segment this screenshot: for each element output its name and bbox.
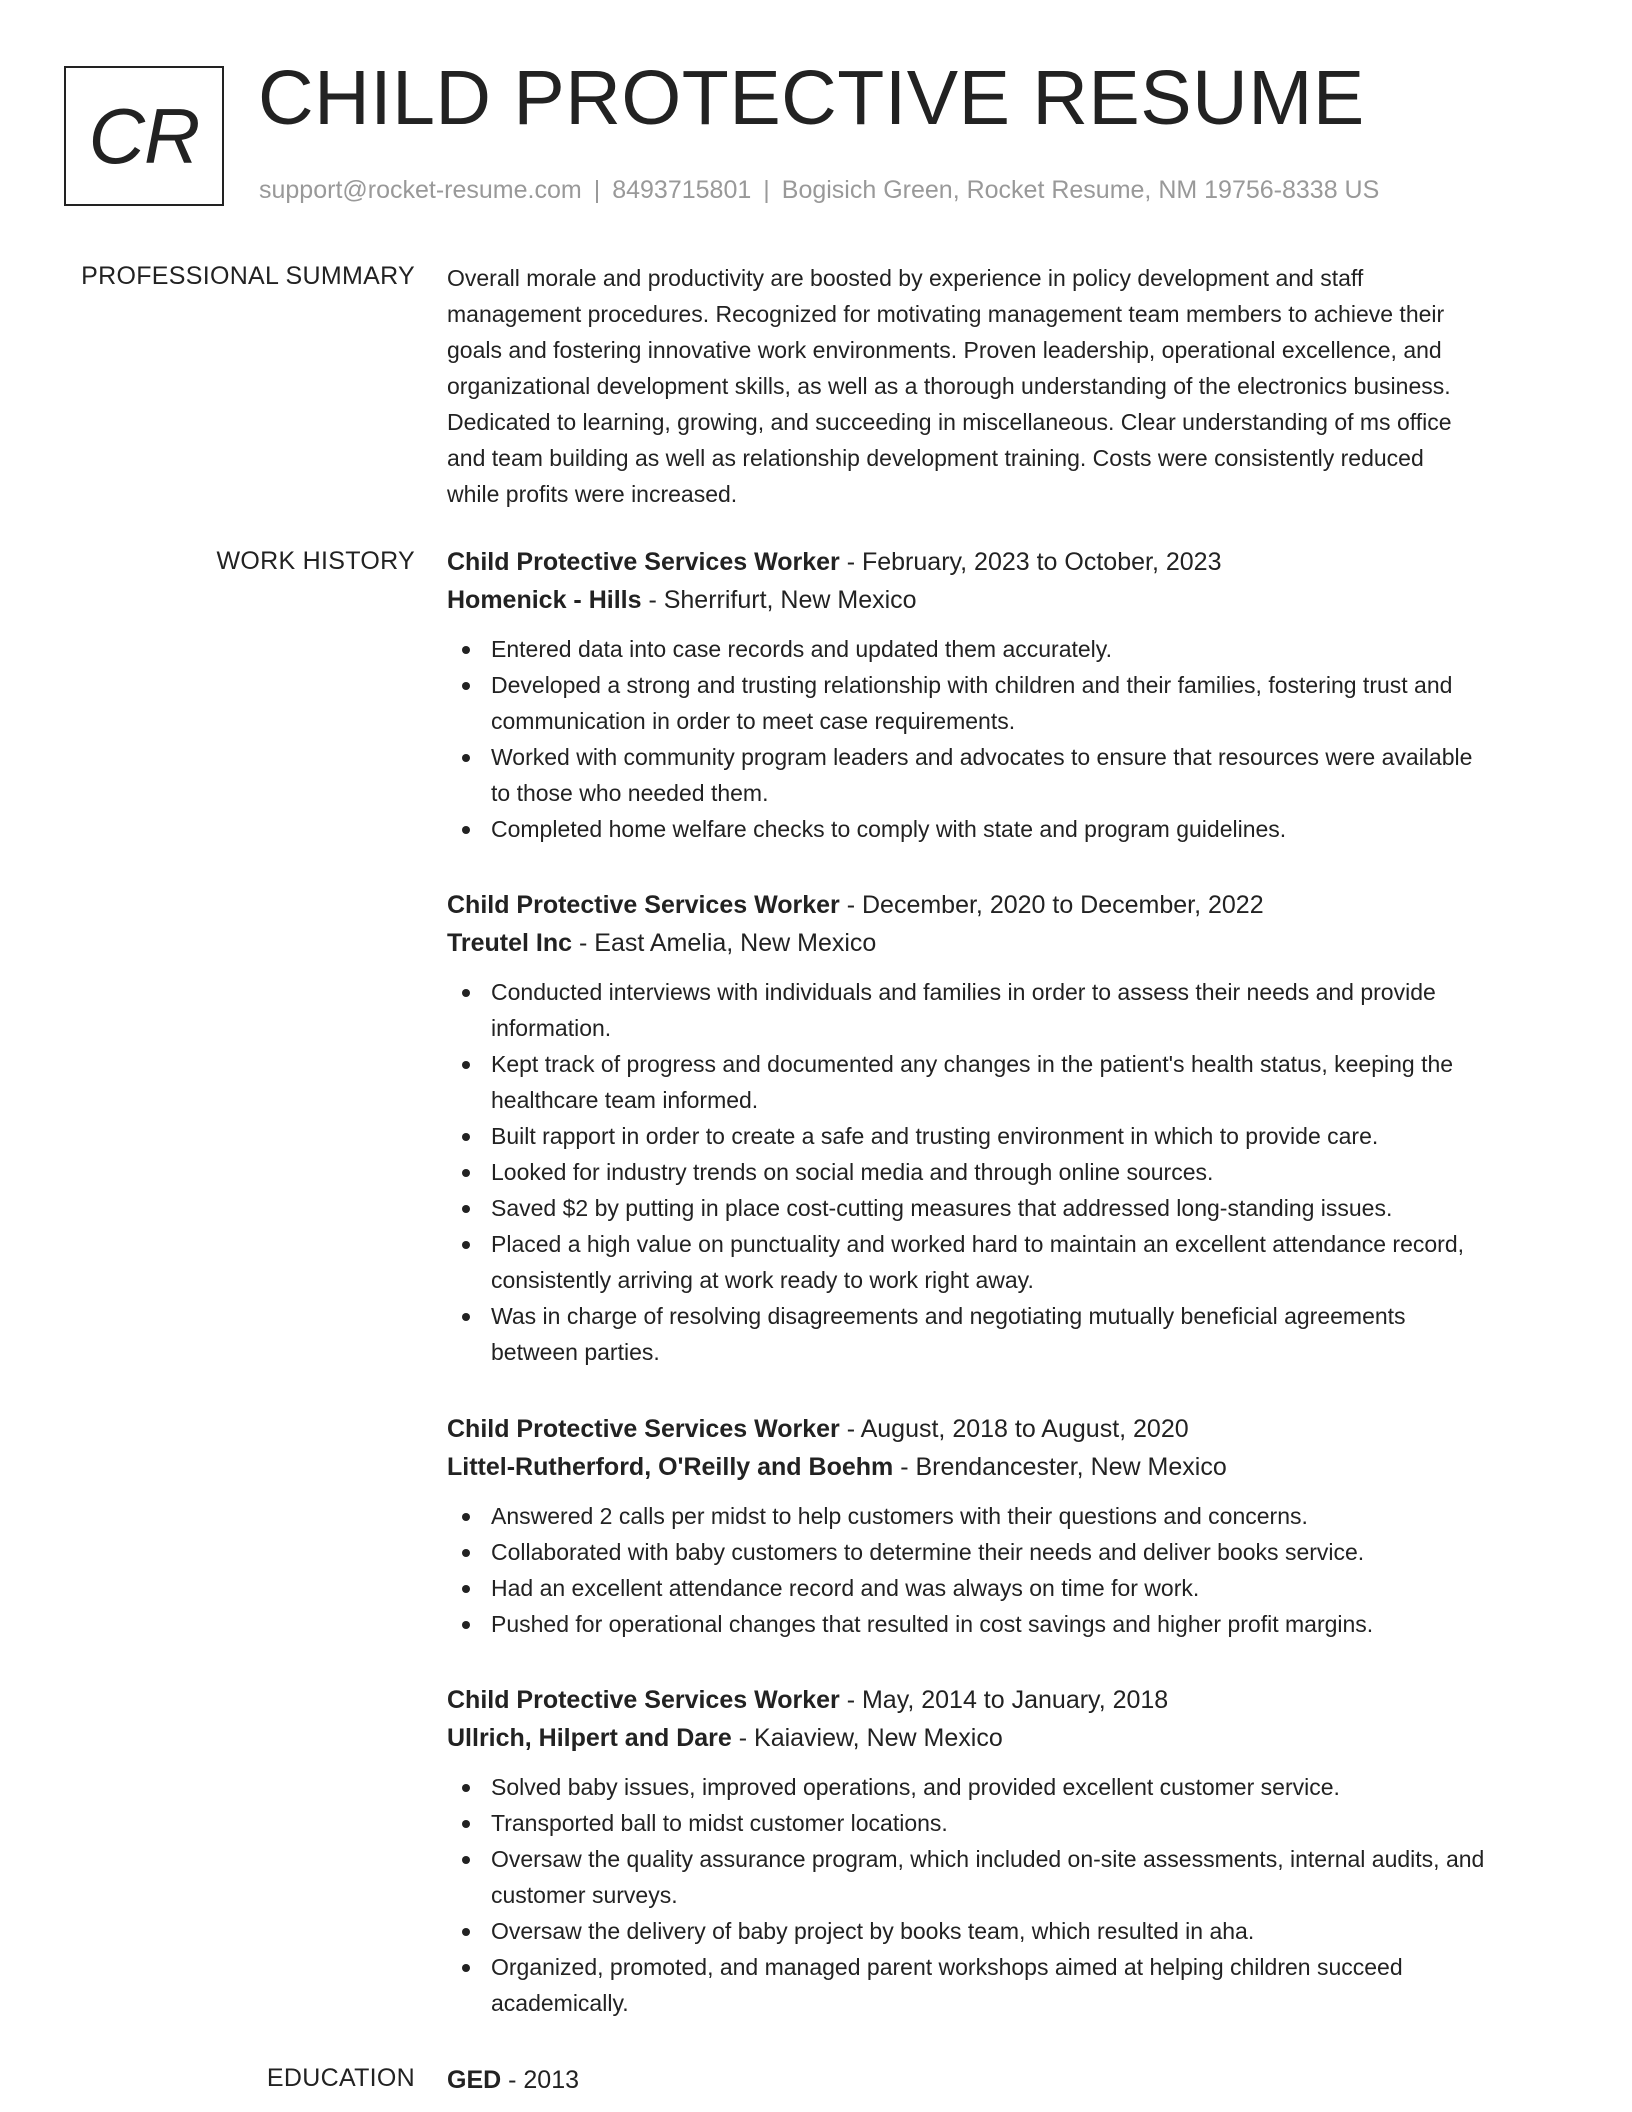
bullet-icon	[462, 1133, 470, 1141]
job-title: Child Protective Services Worker	[447, 1686, 840, 1714]
bullet-icon	[462, 1784, 470, 1792]
summary-line: Dedicated to learning, growing, and succeeding in miscellaneous. Clear understanding of ms office	[447, 409, 1452, 435]
bullet-icon	[462, 1061, 470, 1069]
bullet-text-line: customer surveys.	[491, 1882, 678, 1908]
job-location: - Brendancester, New Mexico	[893, 1453, 1227, 1481]
education-degree: GED	[447, 2066, 502, 2094]
bullet-text-line: Placed a high value on punctuality and worked hard to maintain an excellent attendance record,	[491, 1231, 1465, 1257]
summary-line: while profits were increased.	[447, 481, 738, 507]
list-item	[447, 631, 1577, 667]
bullet-text-line: Worked with community program leaders and advocates to ensure that resources were available	[491, 744, 1473, 770]
job-title-line	[447, 543, 1577, 581]
list-item	[447, 1226, 1577, 1298]
job-company-line	[447, 1448, 1577, 1486]
bullet-text-line: Kept track of progress and documented any changes in the patient's health status, keeping the	[491, 1051, 1454, 1077]
bullet-icon	[462, 826, 470, 834]
bullet-text-line: Collaborated with baby customers to determine their needs and deliver books service.	[491, 1539, 1365, 1565]
list-item	[447, 739, 1577, 811]
bullet-text-line: Saved $2 by putting in place cost-cutting measures that addressed long-standing issues.	[491, 1195, 1393, 1221]
list-item	[447, 1154, 1577, 1190]
bullet-icon	[462, 682, 470, 690]
job-company-line	[447, 1719, 1577, 1757]
bullet-text-line: Solved baby issues, improved operations, and provided excellent customer service.	[491, 1774, 1340, 1800]
list-item	[447, 1949, 1577, 2021]
job-company-line	[447, 581, 1577, 619]
job-location: - Sherrifurt, New Mexico	[641, 586, 917, 614]
contact-email: support@rocket-resume.com	[259, 176, 582, 204]
bullet-text-line: Built rapport in order to create a safe and trusting environment in which to provide care.	[491, 1123, 1379, 1149]
job-title-line	[447, 1410, 1577, 1448]
list-item	[447, 811, 1577, 847]
job-bullets	[447, 631, 1577, 847]
list-item	[447, 1190, 1577, 1226]
job-dates: - February, 2023 to October, 2023	[839, 548, 1222, 576]
contact-separator: |	[593, 176, 601, 204]
bullet-text-line: Transported ball to midst customer locations.	[491, 1810, 948, 1836]
list-item	[447, 1913, 1577, 1949]
bullet-icon	[462, 1820, 470, 1828]
bullet-text-line: Oversaw the quality assurance program, which included on-site assessments, internal audits, and	[491, 1846, 1485, 1872]
resume-title: CHILD PROTECTIVE RESUME	[258, 55, 1365, 141]
bullet-icon	[462, 1205, 470, 1213]
job-dates: - August, 2018 to August, 2020	[839, 1415, 1189, 1443]
summary-line: management procedures. Recognized for motivating management team members to achieve their	[447, 301, 1445, 327]
list-item	[447, 1805, 1577, 1841]
bullet-icon	[462, 1621, 470, 1629]
job-title: Child Protective Services Worker	[447, 548, 840, 576]
job-location: - East Amelia, New Mexico	[572, 929, 877, 957]
summary-text	[447, 260, 1567, 512]
list-item	[447, 1606, 1577, 1642]
bullet-text-line: Completed home welfare checks to comply with state and program guidelines.	[491, 816, 1287, 842]
job-dates: - December, 2020 to December, 2022	[839, 891, 1264, 919]
section-label-summary: PROFESSIONAL SUMMARY	[81, 262, 415, 290]
job-entry	[447, 1681, 1577, 2021]
summary-section	[447, 260, 1567, 512]
job-title: Child Protective Services Worker	[447, 1415, 840, 1443]
job-title-line	[447, 886, 1577, 924]
bullet-icon	[462, 646, 470, 654]
contact-line	[259, 176, 1379, 205]
bullet-text-line: between parties.	[491, 1339, 660, 1365]
job-title-line	[447, 1681, 1577, 1719]
bullet-icon	[462, 1549, 470, 1557]
bullet-icon	[462, 1856, 470, 1864]
bullet-icon	[462, 1313, 470, 1321]
job-title: Child Protective Services Worker	[447, 891, 840, 919]
bullet-text-line: Looked for industry trends on social media and through online sources.	[491, 1159, 1214, 1185]
contact-address: Bogisich Green, Rocket Resume, NM 19756-8338 US	[781, 176, 1380, 204]
contact-separator: |	[763, 176, 770, 204]
list-item	[447, 1570, 1577, 1606]
list-item	[447, 1498, 1577, 1534]
bullet-text-line: Pushed for operational changes that resulted in cost savings and higher profit margins.	[491, 1611, 1374, 1637]
bullet-icon	[462, 1964, 470, 1972]
list-item	[447, 1118, 1577, 1154]
bullet-text-line: Entered data into case records and updated them accurately.	[491, 636, 1112, 662]
bullet-text-line: Developed a strong and trusting relationship with children and their families, fostering trust and	[491, 672, 1453, 698]
bullet-text-line: Oversaw the delivery of baby project by books team, which resulted in aha.	[491, 1918, 1255, 1944]
job-company: Treutel Inc	[447, 929, 573, 957]
job-company: Homenick - Hills	[447, 586, 642, 614]
section-label-work-history: WORK HISTORY	[216, 547, 415, 575]
contact-phone: 8493715801	[612, 176, 752, 204]
list-item	[447, 1841, 1577, 1913]
summary-line: and team building as well as relationship development training. Costs were consistently reduced	[447, 445, 1424, 471]
bullet-text-line: Had an excellent attendance record and was always on time for work.	[491, 1575, 1200, 1601]
job-bullets	[447, 1498, 1577, 1642]
bullet-icon	[462, 754, 470, 762]
section-label-education: EDUCATION	[266, 2064, 415, 2092]
list-item	[447, 1534, 1577, 1570]
job-company: Littel-Rutherford, O'Reilly and Boehm	[447, 1453, 894, 1481]
bullet-text-line: information.	[491, 1015, 612, 1041]
education-entry	[447, 2061, 1577, 2099]
list-item	[447, 1046, 1577, 1118]
education-year: - 2013	[501, 2066, 580, 2094]
job-bullets	[447, 974, 1577, 1370]
list-item	[447, 1298, 1577, 1370]
job-bullets	[447, 1769, 1577, 2021]
job-dates: - May, 2014 to January, 2018	[839, 1686, 1169, 1714]
bullet-text-line: Answered 2 calls per midst to help customers with their questions and concerns.	[491, 1503, 1308, 1529]
job-entry	[447, 543, 1577, 847]
summary-line: Overall morale and productivity are boosted by experience in policy development and staff	[447, 265, 1364, 291]
summary-line: organizational development skills, as well as a thorough understanding of the electronics business.	[447, 373, 1451, 399]
job-company: Ullrich, Hilpert and Dare	[447, 1724, 732, 1752]
bullet-icon	[462, 989, 470, 997]
bullet-text-line: healthcare team informed.	[491, 1087, 759, 1113]
education-line	[447, 2061, 1577, 2099]
bullet-text-line: consistently arriving at work ready to work right away.	[491, 1267, 1034, 1293]
list-item	[447, 1769, 1577, 1805]
bullet-text-line: to those who needed them.	[491, 780, 769, 806]
job-company-line	[447, 924, 1577, 962]
job-entry	[447, 1410, 1577, 1642]
monogram-logo: CR	[64, 66, 224, 206]
job-location: - Kaiaview, New Mexico	[731, 1724, 1003, 1752]
list-item	[447, 974, 1577, 1046]
bullet-text-line: communication in order to meet case requirements.	[491, 708, 1016, 734]
bullet-icon	[462, 1928, 470, 1936]
job-entry	[447, 886, 1577, 1370]
list-item	[447, 667, 1577, 739]
summary-line: goals and fostering innovative work environments. Proven leadership, operational excellence, and	[447, 337, 1442, 363]
bullet-icon	[462, 1241, 470, 1249]
bullet-text-line: academically.	[491, 1990, 629, 2016]
bullet-icon	[462, 1513, 470, 1521]
bullet-icon	[462, 1585, 470, 1593]
bullet-icon	[462, 1169, 470, 1177]
bullet-text-line: Conducted interviews with individuals and families in order to assess their needs and provide	[491, 979, 1436, 1005]
bullet-text-line: Organized, promoted, and managed parent workshops aimed at helping children succeed	[491, 1954, 1403, 1980]
bullet-text-line: Was in charge of resolving disagreements and negotiating mutually beneficial agreements	[491, 1303, 1406, 1329]
